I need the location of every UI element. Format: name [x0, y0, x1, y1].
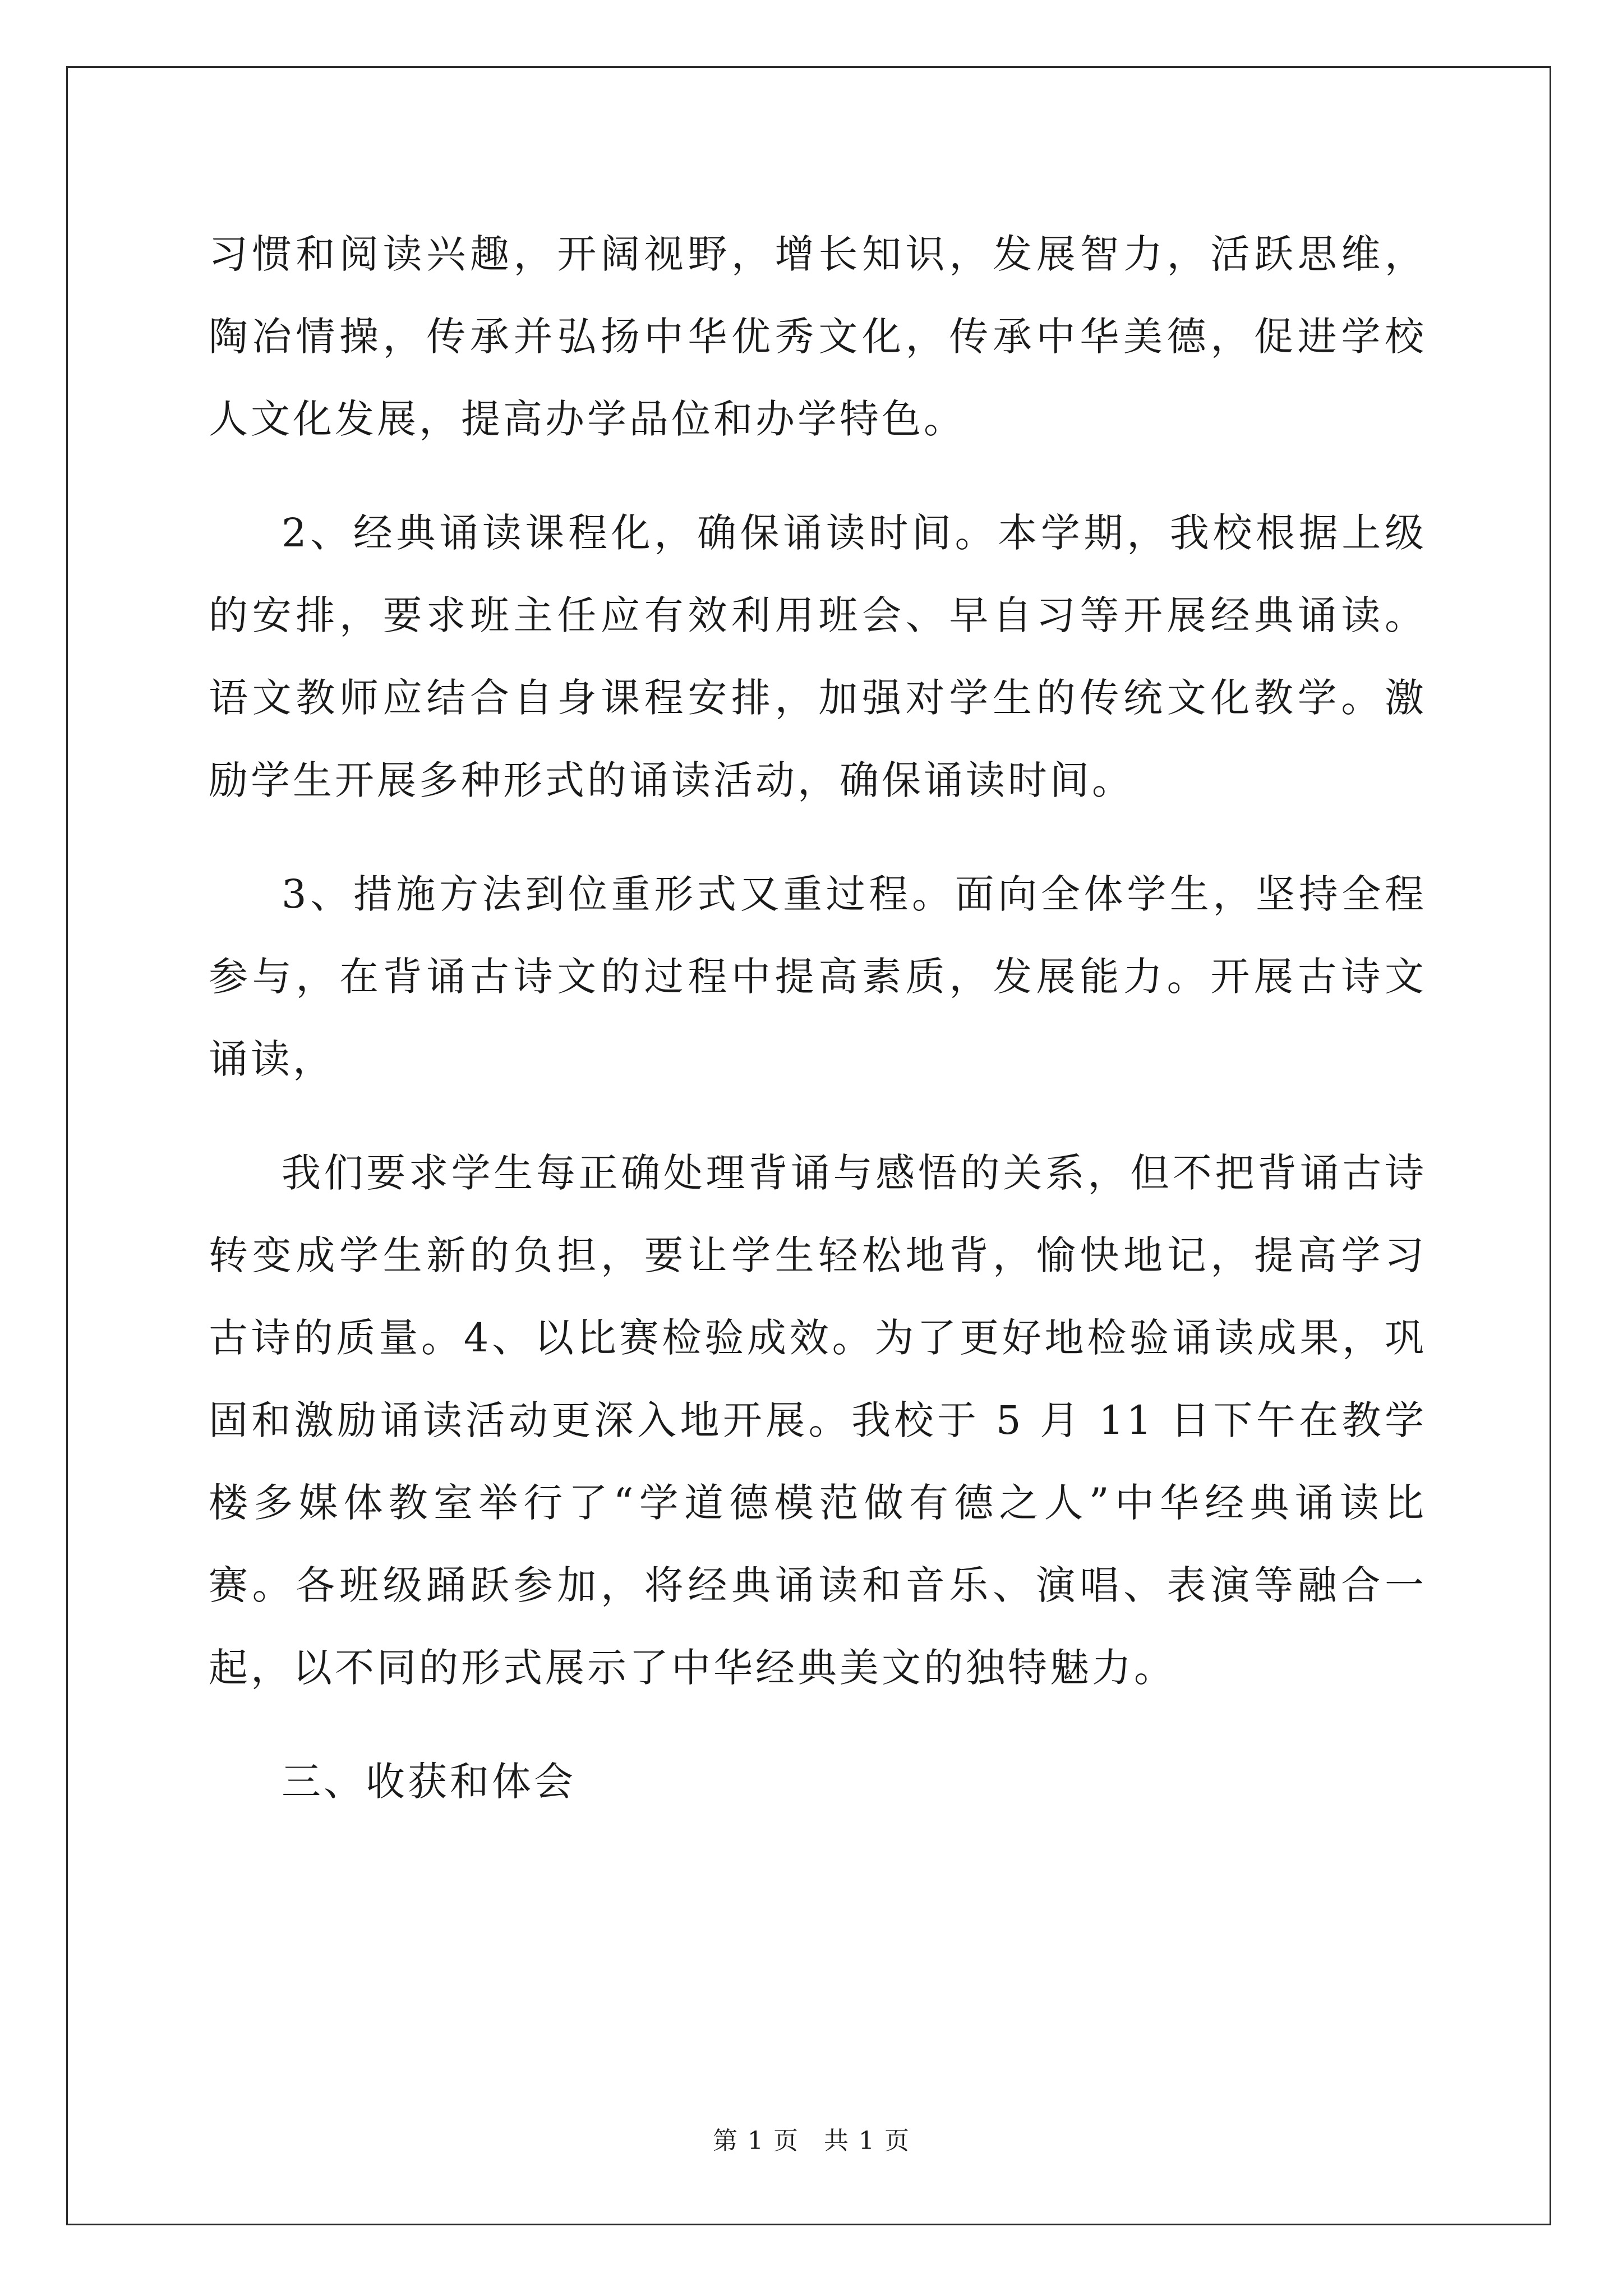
page-footer [0, 2120, 1623, 2156]
paragraph-item-3: 3、措施方法到位重形式又重过程。面向全体学生，坚持全程参与，在背诵古诗文的过程中提高素质，发展能力。开展古诗文诵读， [209, 871, 1427, 1082]
page-total: 共 1 页 [824, 2127, 910, 2155]
paragraph-item-2: 2、经典诵读课程化，确保诵读时间。本学期，我校根据上级的安排，要求班主任应有效利用班会、早自习等开展经典诵读。语文教师应结合自身课程安排，加强对学生的传统文化教学。激励学生开展多种形式的诵读活动，确保诵读时间。 [209, 510, 1427, 803]
paragraph-item-3-continued: 我们要求学生每正确处理背诵与感悟的关系，但不把背诵古诗转变成学生新的负担，要让学生轻松地背，愉快地记，提高学习古诗的质量。4、以比赛检验成效。为了更好地检验诵读成果，巩固和激励诵读活动更深入地开展。我校于 5 月 11 日下午在教学楼多媒体教室举行了“学道德模范做有德之人”中华经典诵读比赛。各班级踊跃参加，将经典诵读和音乐、演唱、表演等融合一起，以不同的形式展示了中华经典美文的独特魅力。 [209, 1150, 1427, 1691]
section-heading-3: 三、收获和体会 [282, 1759, 576, 1805]
page-number: 第 1 页 [713, 2127, 799, 2155]
paragraph-continuation: 习惯和阅读兴趣，开阔视野，增长知识，发展智力，活跃思维，陶冶情操，传承并弘扬中华优秀文化，传承中华美德，促进学校人文化发展，提高办学品位和办学特色。 [209, 231, 1427, 442]
document-body [209, 213, 1427, 1823]
